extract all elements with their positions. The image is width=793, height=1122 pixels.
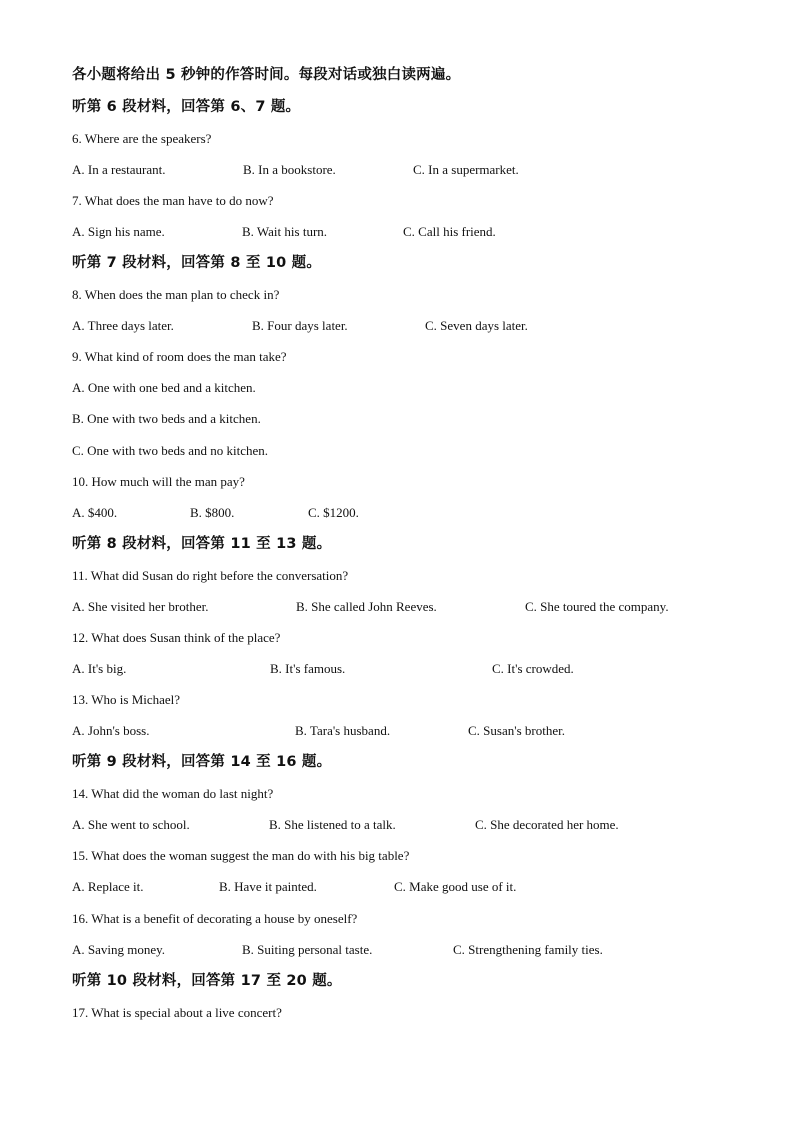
q9-option-b: B. One with two beds and a kitchen. bbox=[72, 411, 261, 426]
question-8: 8. When does the man plan to check in? bbox=[72, 287, 280, 302]
q10-option-c: C. $1200. bbox=[308, 505, 359, 520]
section-heading-6: 听第 6 段材料，回答第 6、7 题。 bbox=[72, 99, 301, 115]
intro-instruction: 各小题将给出 5 秒钟的作答时间。每段对话或独白读两遍。 bbox=[72, 67, 461, 83]
q14-option-a: A. She went to school. bbox=[72, 817, 190, 832]
q11-option-c: C. She toured the company. bbox=[525, 599, 669, 614]
q6-option-c: C. In a supermarket. bbox=[413, 162, 519, 177]
question-15: 15. What does the woman suggest the man do with his big table? bbox=[72, 848, 410, 863]
question-14: 14. What did the woman do last night? bbox=[72, 786, 274, 801]
q11-option-a: A. She visited her brother. bbox=[72, 599, 209, 614]
q9-option-c: C. One with two beds and no kitchen. bbox=[72, 443, 269, 458]
q8-option-c: C. Seven days later. bbox=[425, 318, 528, 333]
q16-option-b: B. Suiting personal taste. bbox=[242, 942, 373, 957]
q13-option-b: B. Tara's husband. bbox=[295, 723, 391, 738]
question-11: 11. What did Susan do right before the conversation? bbox=[72, 568, 349, 583]
q14-option-b: B. She listened to a talk. bbox=[269, 817, 396, 832]
question-9: 9. What kind of room does the man take? bbox=[72, 349, 287, 364]
question-16: 16. What is a benefit of decorating a house by oneself? bbox=[72, 911, 358, 926]
q15-option-a: A. Replace it. bbox=[72, 879, 144, 894]
question-17: 17. What is special about a live concert? bbox=[72, 1005, 282, 1020]
q11-option-b: B. She called John Reeves. bbox=[296, 599, 437, 614]
question-7: 7. What does the man have to do now? bbox=[72, 193, 274, 208]
section-heading-10: 听第 10 段材料，回答第 17 至 20 题。 bbox=[72, 973, 342, 989]
question-6: 6. Where are the speakers? bbox=[72, 131, 212, 146]
q6-option-b: B. In a bookstore. bbox=[243, 162, 336, 177]
q12-option-a: A. It's big. bbox=[72, 661, 127, 676]
q15-option-b: B. Have it painted. bbox=[219, 879, 317, 894]
q13-option-a: A. John's boss. bbox=[72, 723, 150, 738]
q13-option-c: C. Susan's brother. bbox=[468, 723, 565, 738]
question-10: 10. How much will the man pay? bbox=[72, 474, 245, 489]
section-heading-8: 听第 8 段材料，回答第 11 至 13 题。 bbox=[72, 536, 332, 552]
question-12: 12. What does Susan think of the place? bbox=[72, 630, 281, 645]
q8-option-b: B. Four days later. bbox=[252, 318, 348, 333]
q8-option-a: A. Three days later. bbox=[72, 318, 174, 333]
q14-option-c: C. She decorated her home. bbox=[475, 817, 619, 832]
section-heading-9: 听第 9 段材料，回答第 14 至 16 题。 bbox=[72, 754, 332, 770]
q15-option-c: C. Make good use of it. bbox=[394, 879, 517, 894]
q10-option-a: A. $400. bbox=[72, 505, 118, 520]
q9-option-a: A. One with one bed and a kitchen. bbox=[72, 380, 256, 395]
q12-option-c: C. It's crowded. bbox=[492, 661, 574, 676]
q12-option-b: B. It's famous. bbox=[270, 661, 346, 676]
q7-option-c: C. Call his friend. bbox=[403, 224, 496, 239]
q7-option-b: B. Wait his turn. bbox=[242, 224, 328, 239]
section-heading-7: 听第 7 段材料，回答第 8 至 10 题。 bbox=[72, 255, 322, 271]
q16-option-c: C. Strengthening family ties. bbox=[453, 942, 603, 957]
q7-option-a: A. Sign his name. bbox=[72, 224, 165, 239]
q16-option-a: A. Saving money. bbox=[72, 942, 166, 957]
q6-option-a: A. In a restaurant. bbox=[72, 162, 166, 177]
question-13: 13. Who is Michael? bbox=[72, 692, 181, 707]
q10-option-b: B. $800. bbox=[190, 505, 235, 520]
